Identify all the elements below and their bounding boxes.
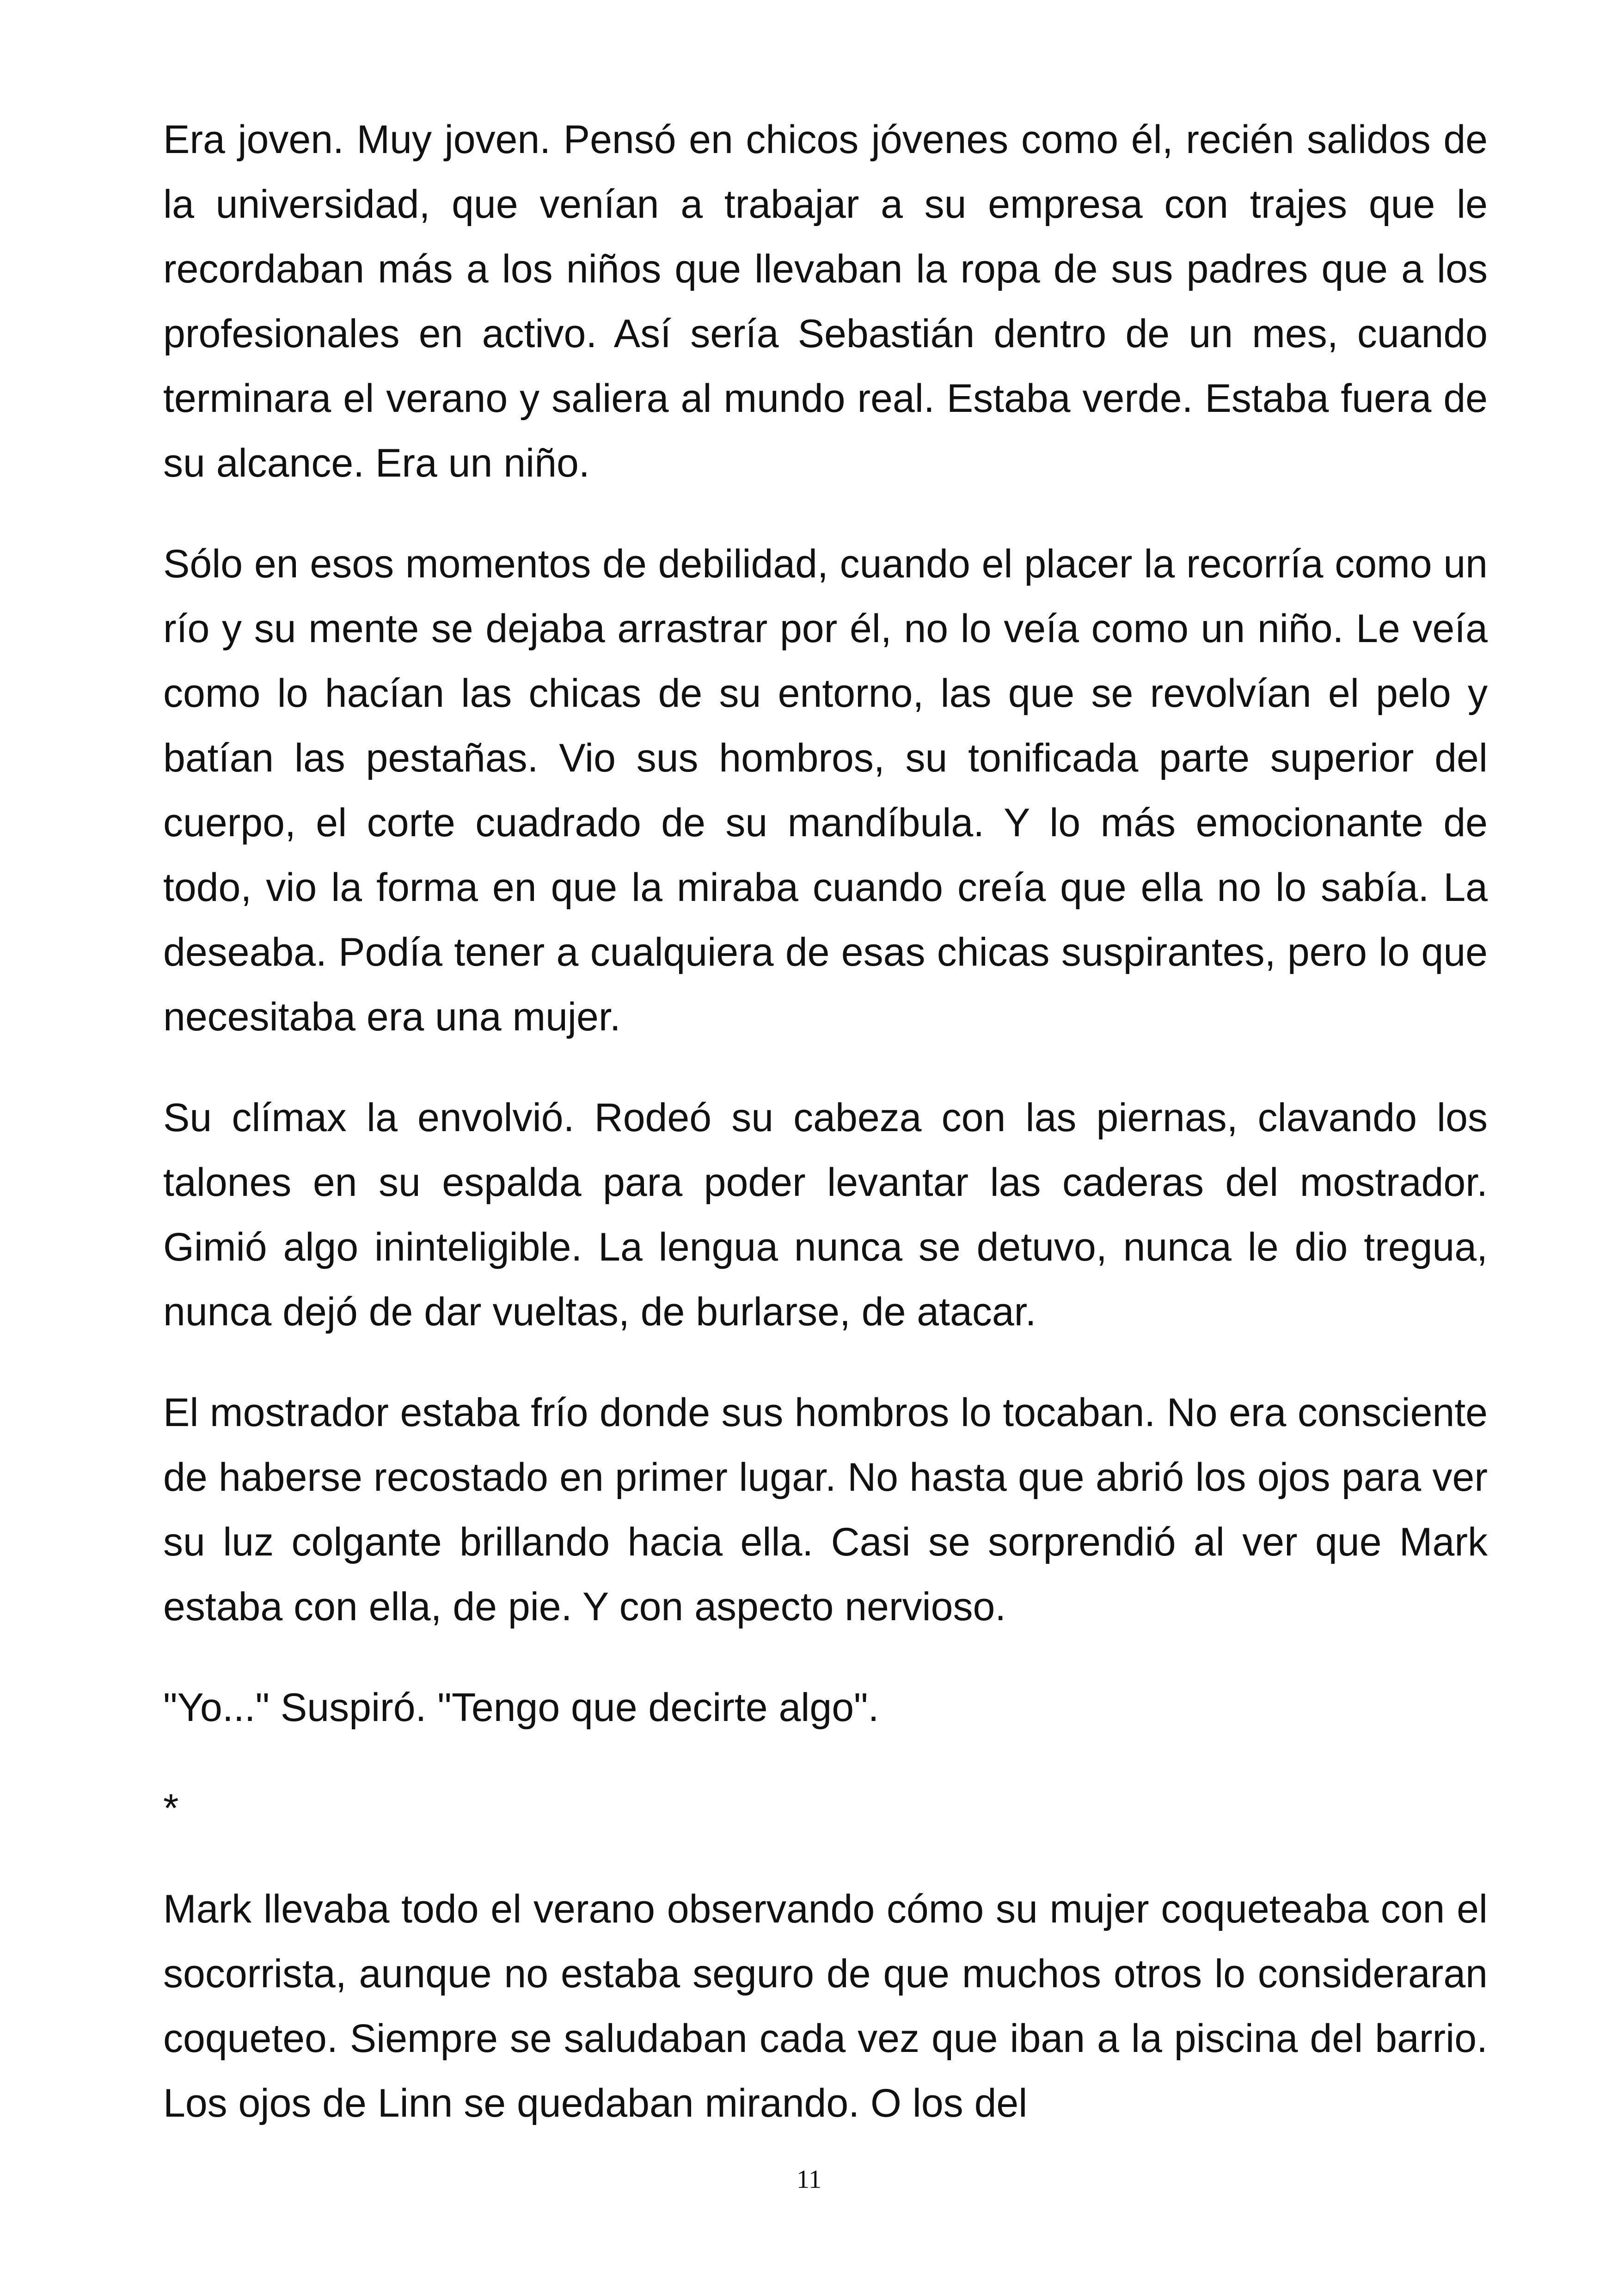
body-text bbox=[163, 107, 1488, 2172]
paragraph: Su clímax la envolvió. Rodeó su cabeza con las piernas, clavando los talones en su espalda para poder levantar las caderas del mostrador. Gimió algo ininteligible. La lengua nunca se detuvo, nunca le dio tregua, nunca dejó de dar vueltas, de burlarse, de atacar. bbox=[163, 1096, 1488, 1334]
paragraph: El mostrador estaba frío donde sus hombros lo tocaban. No era consciente de haberse recostado en primer lugar. No hasta que abrió los ojos para ver su luz colgante brillando hacia ella. Casi se sorprendió al ver que Mark estaba con ella, de pie. Y con aspecto nervioso. bbox=[163, 1390, 1488, 1629]
paragraph: Mark llevaba todo el verano observando cómo su mujer coqueteaba con el socorrista, aunque no estaba seguro de que muchos otros lo consideraran coqueteo. Siempre se saludaban cada vez que iban a la piscina del barrio. Los ojos de Linn se quedaban mirando. O los del bbox=[163, 1887, 1488, 2125]
paragraph: Era joven. Muy joven. Pensó en chicos jóvenes como él, recién salidos de la universidad, que venían a trabajar a su empresa con trajes que le recordaban más a los niños que llevaban la ropa de sus padres que a los profesionales en activo. Así sería Sebastián dentro de un mes, cuando terminara el verano y saliera al mundo real. Estaba verde. Estaba fuera de su alcance. Era un niño. bbox=[163, 117, 1488, 485]
paragraph: Sólo en esos momentos de debilidad, cuando el placer la recorría como un río y su mente se dejaba arrastrar por él, no lo veía como un niño. Le veía como lo hacían las chicas de su entorno, las que se revolvían el pelo y batían las pestañas. Vio sus hombros, su tonificada parte superior del cuerpo, el corte cuadrado de su mandíbula. Y lo más emocionante de todo, vio la forma en que la miraba cuando creía que ella no lo sabía. La deseaba. Podía tener a cualquiera de esas chicas suspirantes, pero lo que necesitaba era una mujer. bbox=[163, 542, 1488, 1039]
scene-break: * bbox=[163, 1786, 179, 1831]
dialogue-line: "Yo..." Suspiró. "Tengo que decirte algo". bbox=[163, 1685, 879, 1730]
page-number: 11 bbox=[797, 2165, 821, 2194]
